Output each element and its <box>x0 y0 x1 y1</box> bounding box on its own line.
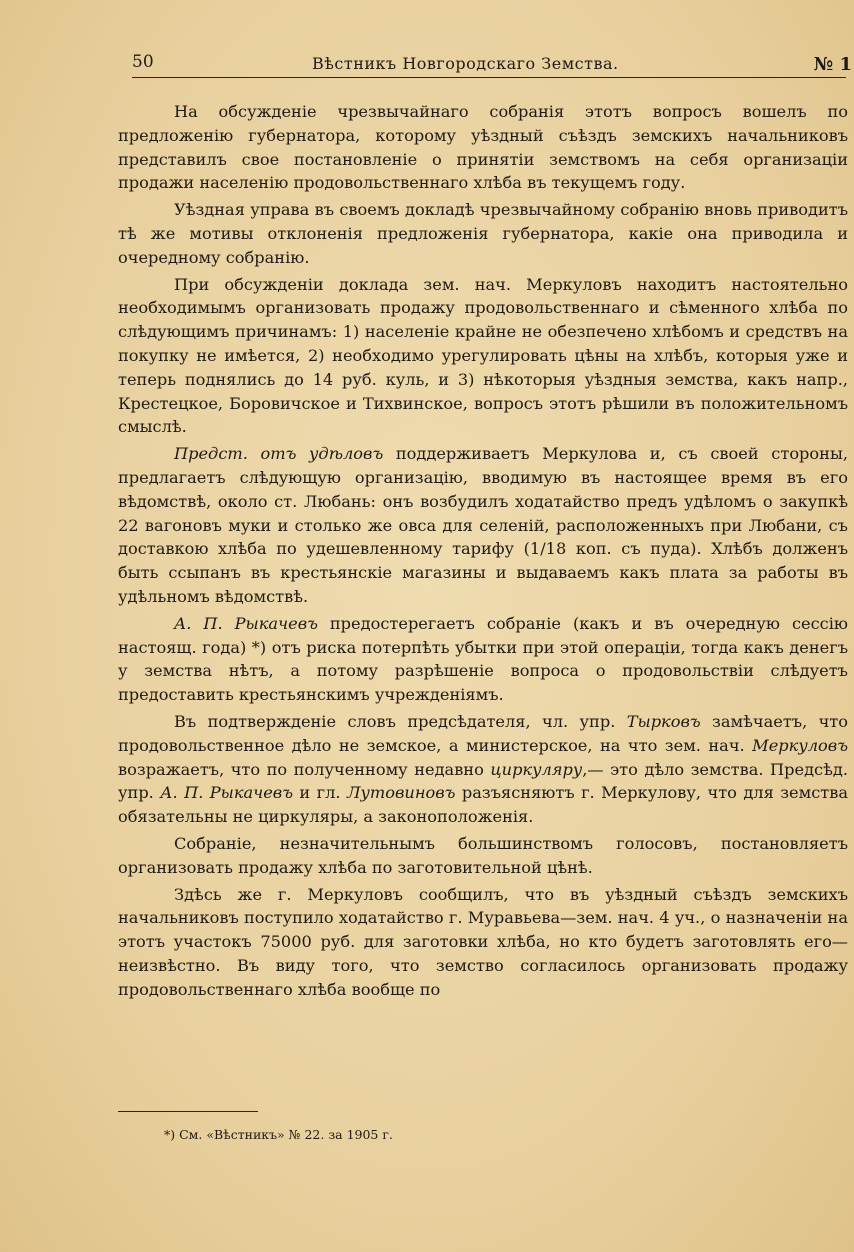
page-number: 50 <box>132 52 154 72</box>
footnote-rule <box>118 1111 258 1112</box>
italic-name: Тырковъ <box>626 711 701 731</box>
italic-name: Лутовиновъ <box>346 783 456 803</box>
paragraph <box>118 832 848 880</box>
paragraph <box>118 710 848 829</box>
text-run: замѣчаетъ, что продовольственное дѣло не земское, а министерское, на что зем. нач. <box>118 711 849 755</box>
text-run: возражаетъ, что по полученному недавно <box>118 759 491 779</box>
paragraph <box>118 883 848 1002</box>
italic-name: А. П. Рыкачевъ <box>174 613 318 633</box>
text-run: и гл. <box>293 783 347 803</box>
text-run: предостерегаетъ собраніе (какъ и въ очередную сессію настоящ. года) *) отъ риска потерпѣть убытки при этой операціи, тогда какъ денегъ у земства нѣтъ, а потому разрѣшеніе вопроса о продовольствіи слѣдуетъ предоставить крестьянскимъ учрежденіямъ. <box>118 613 848 705</box>
paragraph <box>118 442 848 609</box>
text-run: разъясняютъ г. Меркулову, что для земства обязательны не циркуляры, а законоположенія. <box>118 783 848 827</box>
body-text <box>118 100 848 1004</box>
header-rule <box>132 77 846 78</box>
text-run: Уѣздная управа въ своемъ докладѣ чрезвычайному собранію вновь приводитъ тѣ же мотивы отклоненія предложенія губернатора, какіе она приводила и очередному собранію. <box>118 200 848 267</box>
text-run: ,— это дѣло земства. Предсѣд. упр. <box>118 759 848 803</box>
paragraph <box>118 273 848 440</box>
italic-name: Предст. отъ удѣловъ <box>174 444 384 464</box>
footnote: *) См. «Вѣстникъ» № 22. за 1905 г. <box>164 1127 393 1142</box>
text-run: Въ подтвержденіе словъ предсѣдателя, чл. упр. <box>174 711 627 731</box>
text-run: При обсужденіи доклада зем. нач. Меркуловъ находитъ настоятельно необходимымъ организовать продажу продовольственнаго и сѣменного хлѣба по слѣдующимъ причинамъ: 1) населеніе крайне не обезпечено хлѣбомъ и средствъ на покупку не имѣется, 2) необходимо урегулировать цѣны на хлѣбъ, которыя уже и теперь поднялись до 14 руб. куль, и 3) нѣкоторыя уѣздныя земства, какъ напр., Крестецкое, Боровичское и Тихвинское, вопросъ этотъ рѣшили въ положительномъ смыслѣ. <box>118 274 848 437</box>
paragraph <box>118 612 848 707</box>
text-run: На обсужденіе чрезвычайнаго собранія этотъ вопросъ вошелъ по предложенію губернатора, которому уѣздный съѣздъ земскихъ начальниковъ представилъ свое постановленіе о принятіи земствомъ на себя организаціи продажи населенію продовольственнаго хлѣба въ текущемъ году. <box>118 102 848 193</box>
italic-name: циркуляру <box>490 759 583 779</box>
paragraph <box>118 198 848 269</box>
text-run: Собраніе, незначительнымъ большинствомъ голосовъ, постановляетъ организовать продажу хлѣба по заготовительной цѣнѣ. <box>118 833 848 877</box>
text-run: поддерживаетъ Меркулова и, съ своей стороны, предлагаетъ слѣдующую организацію, вводимую въ настоящее время въ его вѣдомствѣ, около ст. Любань: онъ возбудилъ ходатайство предъ удѣломъ о закупкѣ 22 вагоновъ муки и столько же овса для селеній, расположенныхъ при Любани, съ доставкою хлѣба по удешевленному тарифу (1/18 коп. съ пуда). Хлѣбъ долженъ быть ссыпанъ въ крестьянскіе магазины и выдаваемъ какъ плата за работы въ удѣльномъ вѣдомствѣ. <box>118 444 848 606</box>
italic-name: Меркуловъ <box>752 735 848 755</box>
paragraph <box>118 100 848 195</box>
page-header <box>130 52 854 82</box>
issue-number: № 1 <box>813 54 852 75</box>
italic-name: А. П. Рыкачевъ <box>160 783 294 803</box>
text-run: Здѣсь же г. Меркуловъ сообщилъ, что въ уѣздный съѣздъ земскихъ начальниковъ поступило ходатайство г. Муравьева—зем. нач. 4 уч., о назначеніи на этотъ участокъ 75000 руб. для заготовки хлѣба, но кто будетъ заготовлять его—неизвѣстно. Въ виду того, что земство согласилось организовать продажу продовольственнаго хлѣба вообще по <box>118 884 848 999</box>
running-title: Вѣстникъ Новгородскаго Земства. <box>312 54 619 73</box>
